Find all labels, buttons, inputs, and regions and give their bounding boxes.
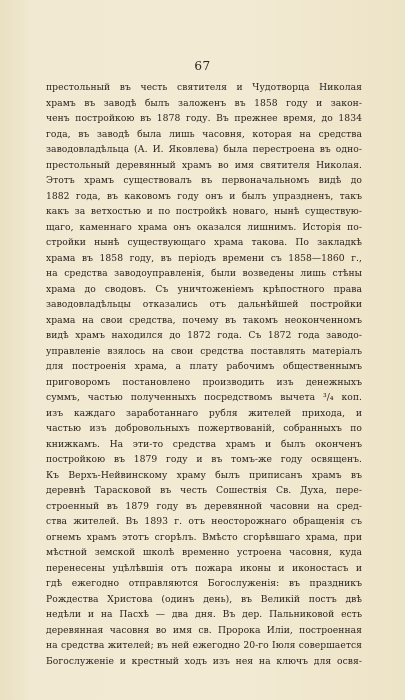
text-line: для построенія храма, а плату рабочимъ общественнымъ <box>46 361 362 372</box>
text-line: перенесены уцѣлѣвшія отъ пожара иконы и иконостасъ и <box>46 562 362 574</box>
text-line: деревнѣ Тарасковой въ честь Сошествія Св. Духа, пере- <box>46 485 362 496</box>
text-line: суммъ, частью полученныхъ посредствомъ вычета ³/₄ коп. <box>46 392 362 403</box>
text-line: храмъ въ заводѣ былъ заложенъ въ 1858 году и закон- <box>46 97 362 109</box>
text-line: щаго, каменнаго храма онъ оказался лишнимъ. Исторія по- <box>46 221 362 233</box>
text-line: на средства жителей; въ ней ежегодно 20-го Іюля совершается <box>46 640 362 651</box>
text-line: огнемъ храмъ этотъ сгорѣлъ. Вмѣсто сгорѣвшаго храма, при <box>46 531 362 543</box>
text-line: престольный въ честь святителя и Чудотворца Николая <box>46 82 362 93</box>
text-line: храма на свои средства, почему въ такомъ неоконченномъ <box>46 314 362 326</box>
body-text <box>46 80 362 669</box>
text-line: Рождества Христова (одинъ день), въ Великій постъ двѣ <box>46 593 362 605</box>
text-line: храма въ 1858 году, въ періодъ времени съ 1858—1860 г., <box>46 252 362 264</box>
text-line: изъ каждаго заработаннаго рубля жителей прихода, и <box>46 407 362 419</box>
text-line: приговоромъ постановлено производить изъ денежныхъ <box>46 376 362 388</box>
text-line: ства жителей. Въ 1893 г. отъ неосторожнаго обращенія съ <box>46 516 362 527</box>
page-number: 67 <box>194 59 211 73</box>
text-line: постройкою въ 1879 году и въ томъ-же году освященъ. <box>46 454 362 465</box>
text-line: деревянная часовня во имя св. Пророка Иліи, построенная <box>46 624 362 636</box>
text-line: Къ Верхъ-Нейвинскому храму былъ приписанъ храмъ въ <box>46 469 362 481</box>
text-line: управленіе взялось на свои средства поставлять матеріалъ <box>46 345 362 357</box>
text-line: недѣли и на Пасхѣ — два дня. Въ дер. Пальниковой есть <box>46 609 362 620</box>
text-line: престольный деревянный храмъ во имя святителя Николая. <box>46 159 362 171</box>
text-line: гдѣ ежегодно отправляются Богослуженія: въ праздникъ <box>46 578 362 589</box>
text-line: какъ за ветхостью и по постройкѣ новаго, нынѣ существую- <box>46 206 362 217</box>
text-line: мѣстной земской школѣ временно устроена часовня, куда <box>46 547 362 558</box>
text-line: стройки нынѣ существующаго храма такова. По закладкѣ <box>46 237 362 248</box>
text-line: строенный въ 1879 году въ деревянной часовни на сред- <box>46 500 362 512</box>
text-line: Этотъ храмъ существовалъ въ первоначальномъ видѣ до <box>46 175 362 186</box>
text-line: заводовладѣльцы отказались отъ дальнѣйшей постройки <box>46 299 362 310</box>
text-line: на средства заводоуправленія, были возведены лишь стѣны <box>46 268 362 279</box>
text-line: ченъ постройкою въ 1878 году. Въ прежнее время, до 1834 <box>46 113 362 124</box>
text-line: книжкамъ. На эти-то средства храмъ и былъ оконченъ <box>46 438 362 450</box>
text-line: видѣ храмъ находился до 1872 года. Съ 1872 года заводо- <box>46 330 362 341</box>
text-line: заводовладѣльца (А. И. Яковлева) была перестроена въ одно- <box>46 144 362 155</box>
text-line: частью изъ добровольныхъ пожертвованій, собранныхъ по <box>46 423 362 434</box>
text-line: года, въ заводѣ была лишь часовня, которая на средства <box>46 128 362 140</box>
text-line: 1882 года, въ каковомъ году онъ и былъ упраздненъ, такъ <box>46 190 362 202</box>
text-line: храма до сводовъ. Съ уничтоженіемъ крѣпостного права <box>46 283 362 295</box>
text-line: Богослуженіе и крестный ходъ изъ нея на ключъ для освя- <box>46 655 362 667</box>
